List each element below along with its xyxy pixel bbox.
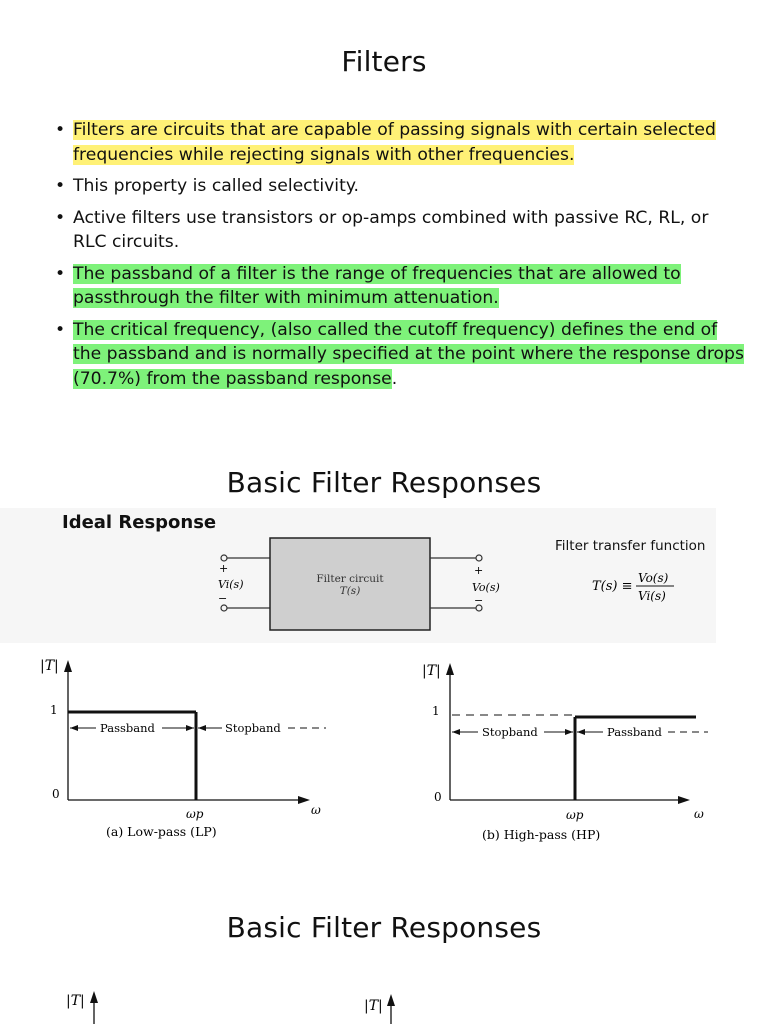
transfer-function-formula [590,565,700,615]
hp-w: ω [694,807,704,821]
bullet-dot: • [55,263,66,284]
bullet-text: The passband of a filter is the range of frequencies that are allowed to passthrough the filter with minimum attenuation. [73,263,681,308]
lp-zero: 0 [52,787,60,801]
lp-one: 1 [50,703,58,717]
bullet-dot: • [55,176,66,196]
bullet-text: Filters are circuits that are capable of passing signals with certain selected frequencies while rejecting signals with other frequencies. [73,120,716,165]
hp-ylabel: |T| [422,663,441,679]
lp-wp: ωp [186,807,204,821]
s3-ylabel-left: |T| [66,993,85,1009]
block-line1: Filter circuit [316,573,384,585]
bullet-list [55,118,745,398]
bullet-text-tail: . [391,368,398,389]
filter-block-diagram [200,530,520,640]
lp-stopband: Stopband [225,721,281,735]
svg-text:+: + [219,562,229,575]
bullet-item [55,206,745,255]
ideal-response-label: Ideal Response [62,512,217,533]
bullet-item [55,262,745,311]
hp-wp: ωp [566,808,584,822]
lp-passband: Passband [100,721,155,735]
hp-one: 1 [432,704,440,718]
vout-label: Vo(s) [472,581,500,594]
lp-caption: (a) Low-pass (LP) [106,824,217,839]
hp-caption: (b) High-pass (HP) [482,827,601,842]
bullet-dot: • [55,120,66,140]
bullet-item [55,118,745,167]
bullet-dot: • [55,207,66,228]
highpass-response-graph [418,655,718,855]
bullet-text: The critical frequency, (also called the cutoff frequency) defines the end of the passband and is normally specified at the point where the response drops (70.7%) from the passband response [73,319,744,389]
hp-zero: 0 [434,790,442,804]
bullet-dot: • [55,319,66,340]
lp-w: ω [311,803,321,817]
lp-ylabel: |T| [40,658,59,674]
s3-ylabel-right: |T| [364,998,383,1014]
hp-stopband: Stopband [482,725,538,739]
slide-title-basic-filter-responses: Basic Filter Responses [226,466,542,499]
svg-text:+: + [474,564,484,577]
formula-lhs: T(s) ≡ [592,579,633,594]
bandpass-graph-partial [62,985,122,1024]
bullet-item [55,174,745,199]
hp-passband: Passband [607,725,662,739]
vin-label: Vi(s) [218,578,244,591]
formula-num: Vo(s) [638,571,669,585]
svg-text:−: − [218,592,228,605]
bullet-item [55,318,745,392]
bullet-text: This property is called selectivity. [73,176,360,196]
lowpass-response-graph [36,650,336,850]
slide-title-filters: Filters [341,45,427,78]
block-line2: T(s) [339,585,361,597]
slide-title-basic-filter-responses-2: Basic Filter Responses [226,911,542,944]
bullet-text: Active filters use transistors or op-amps combined with passive RC, RL, or RLC circuits. [73,207,709,252]
svg-text:−: − [474,594,484,607]
formula-den: Vi(s) [638,589,666,603]
bandstop-graph-partial [360,990,420,1024]
transfer-function-label: Filter transfer function [555,538,706,554]
